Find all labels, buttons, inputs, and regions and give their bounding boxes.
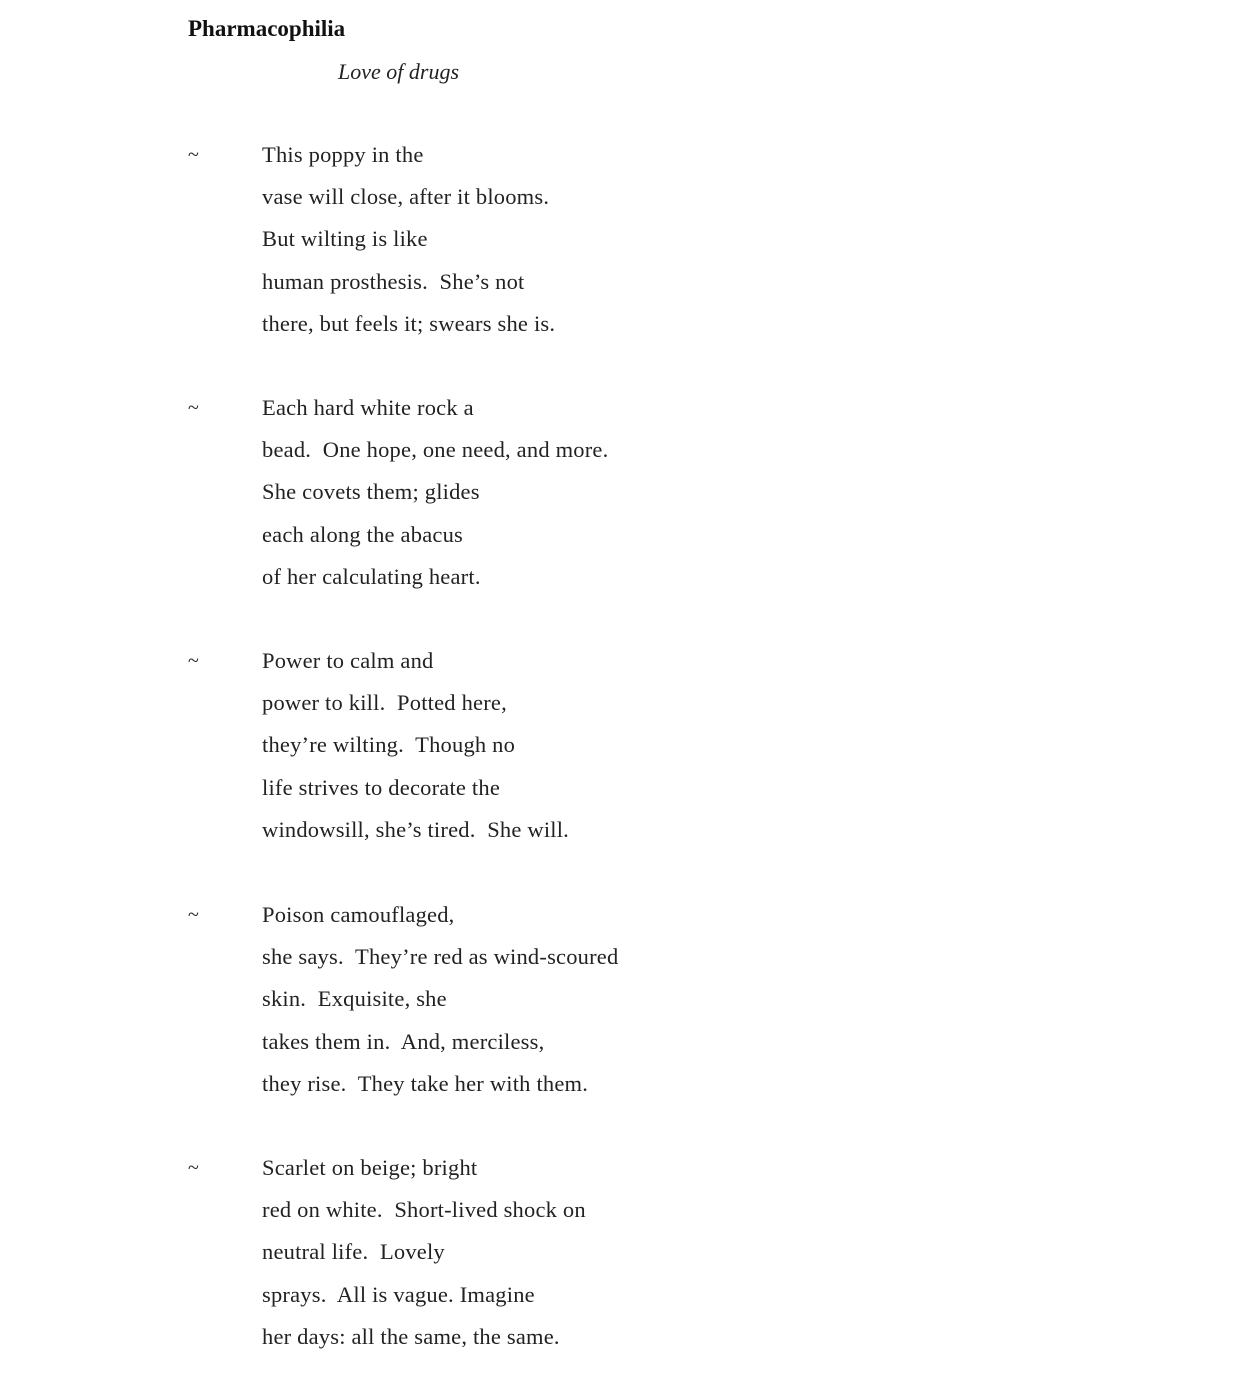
poem-line: takes them in. And, merciless, [262, 1028, 545, 1054]
poem-line: skin. Exquisite, she [262, 986, 447, 1012]
poem-line: her days: all the same, the same. [262, 1323, 560, 1349]
stanza-marker: ~ [188, 1157, 199, 1179]
poem-line: she says. They’re red as wind-scoured [262, 944, 619, 970]
poem-subtitle: Love of drugs [338, 59, 459, 84]
stanza-lines [262, 1153, 586, 1364]
poem-line: She covets them; glides [262, 479, 480, 505]
poem-line: neutral life. Lovely [262, 1239, 445, 1265]
poem-line: Poison camouflaged, [262, 902, 455, 927]
poem-line: they rise. They take her with them. [262, 1070, 589, 1096]
poem-line: life strives to decorate the [262, 774, 501, 800]
stanza-5 [188, 1153, 888, 1368]
stanza-1 [188, 140, 888, 355]
stanza-3 [188, 646, 888, 861]
poem-line: bead. One hope, one need, and more. [262, 437, 609, 463]
poem-line: sprays. All is vague. Imagine [262, 1281, 535, 1307]
poem-title: Pharmacophilia [188, 16, 346, 41]
poem-line: human prosthesis. She’s not [262, 268, 525, 294]
poem-line: power to kill. Potted here, [262, 690, 507, 716]
poem-line: But wilting is like [262, 226, 428, 252]
poem-line: Power to calm and [262, 648, 434, 673]
poem-line: there, but feels it; swears she is. [262, 310, 556, 336]
poem-line: windowsill, she’s tired. She will. [262, 816, 569, 842]
poem-line: they’re wilting. Though no [262, 732, 516, 758]
poem-line: each along the abacus [262, 521, 463, 547]
stanza-marker: ~ [188, 144, 199, 166]
stanza-lines [262, 646, 569, 857]
stanza-lines [262, 140, 555, 351]
poem-line: Each hard white rock a [262, 395, 474, 420]
stanza-lines [262, 900, 618, 1111]
poem-line: This poppy in the [262, 142, 424, 167]
stanza-marker: ~ [188, 904, 199, 926]
poem-line: red on white. Short-lived shock on [262, 1197, 586, 1223]
stanza-lines [262, 393, 608, 604]
stanza-marker: ~ [188, 650, 199, 672]
poem-line: of her calculating heart. [262, 563, 481, 589]
stanza-4 [188, 900, 888, 1115]
stanza-2 [188, 393, 888, 608]
poem-line: vase will close, after it blooms. [262, 184, 550, 210]
poem-line: Scarlet on beige; bright [262, 1155, 478, 1180]
stanza-marker: ~ [188, 397, 199, 419]
